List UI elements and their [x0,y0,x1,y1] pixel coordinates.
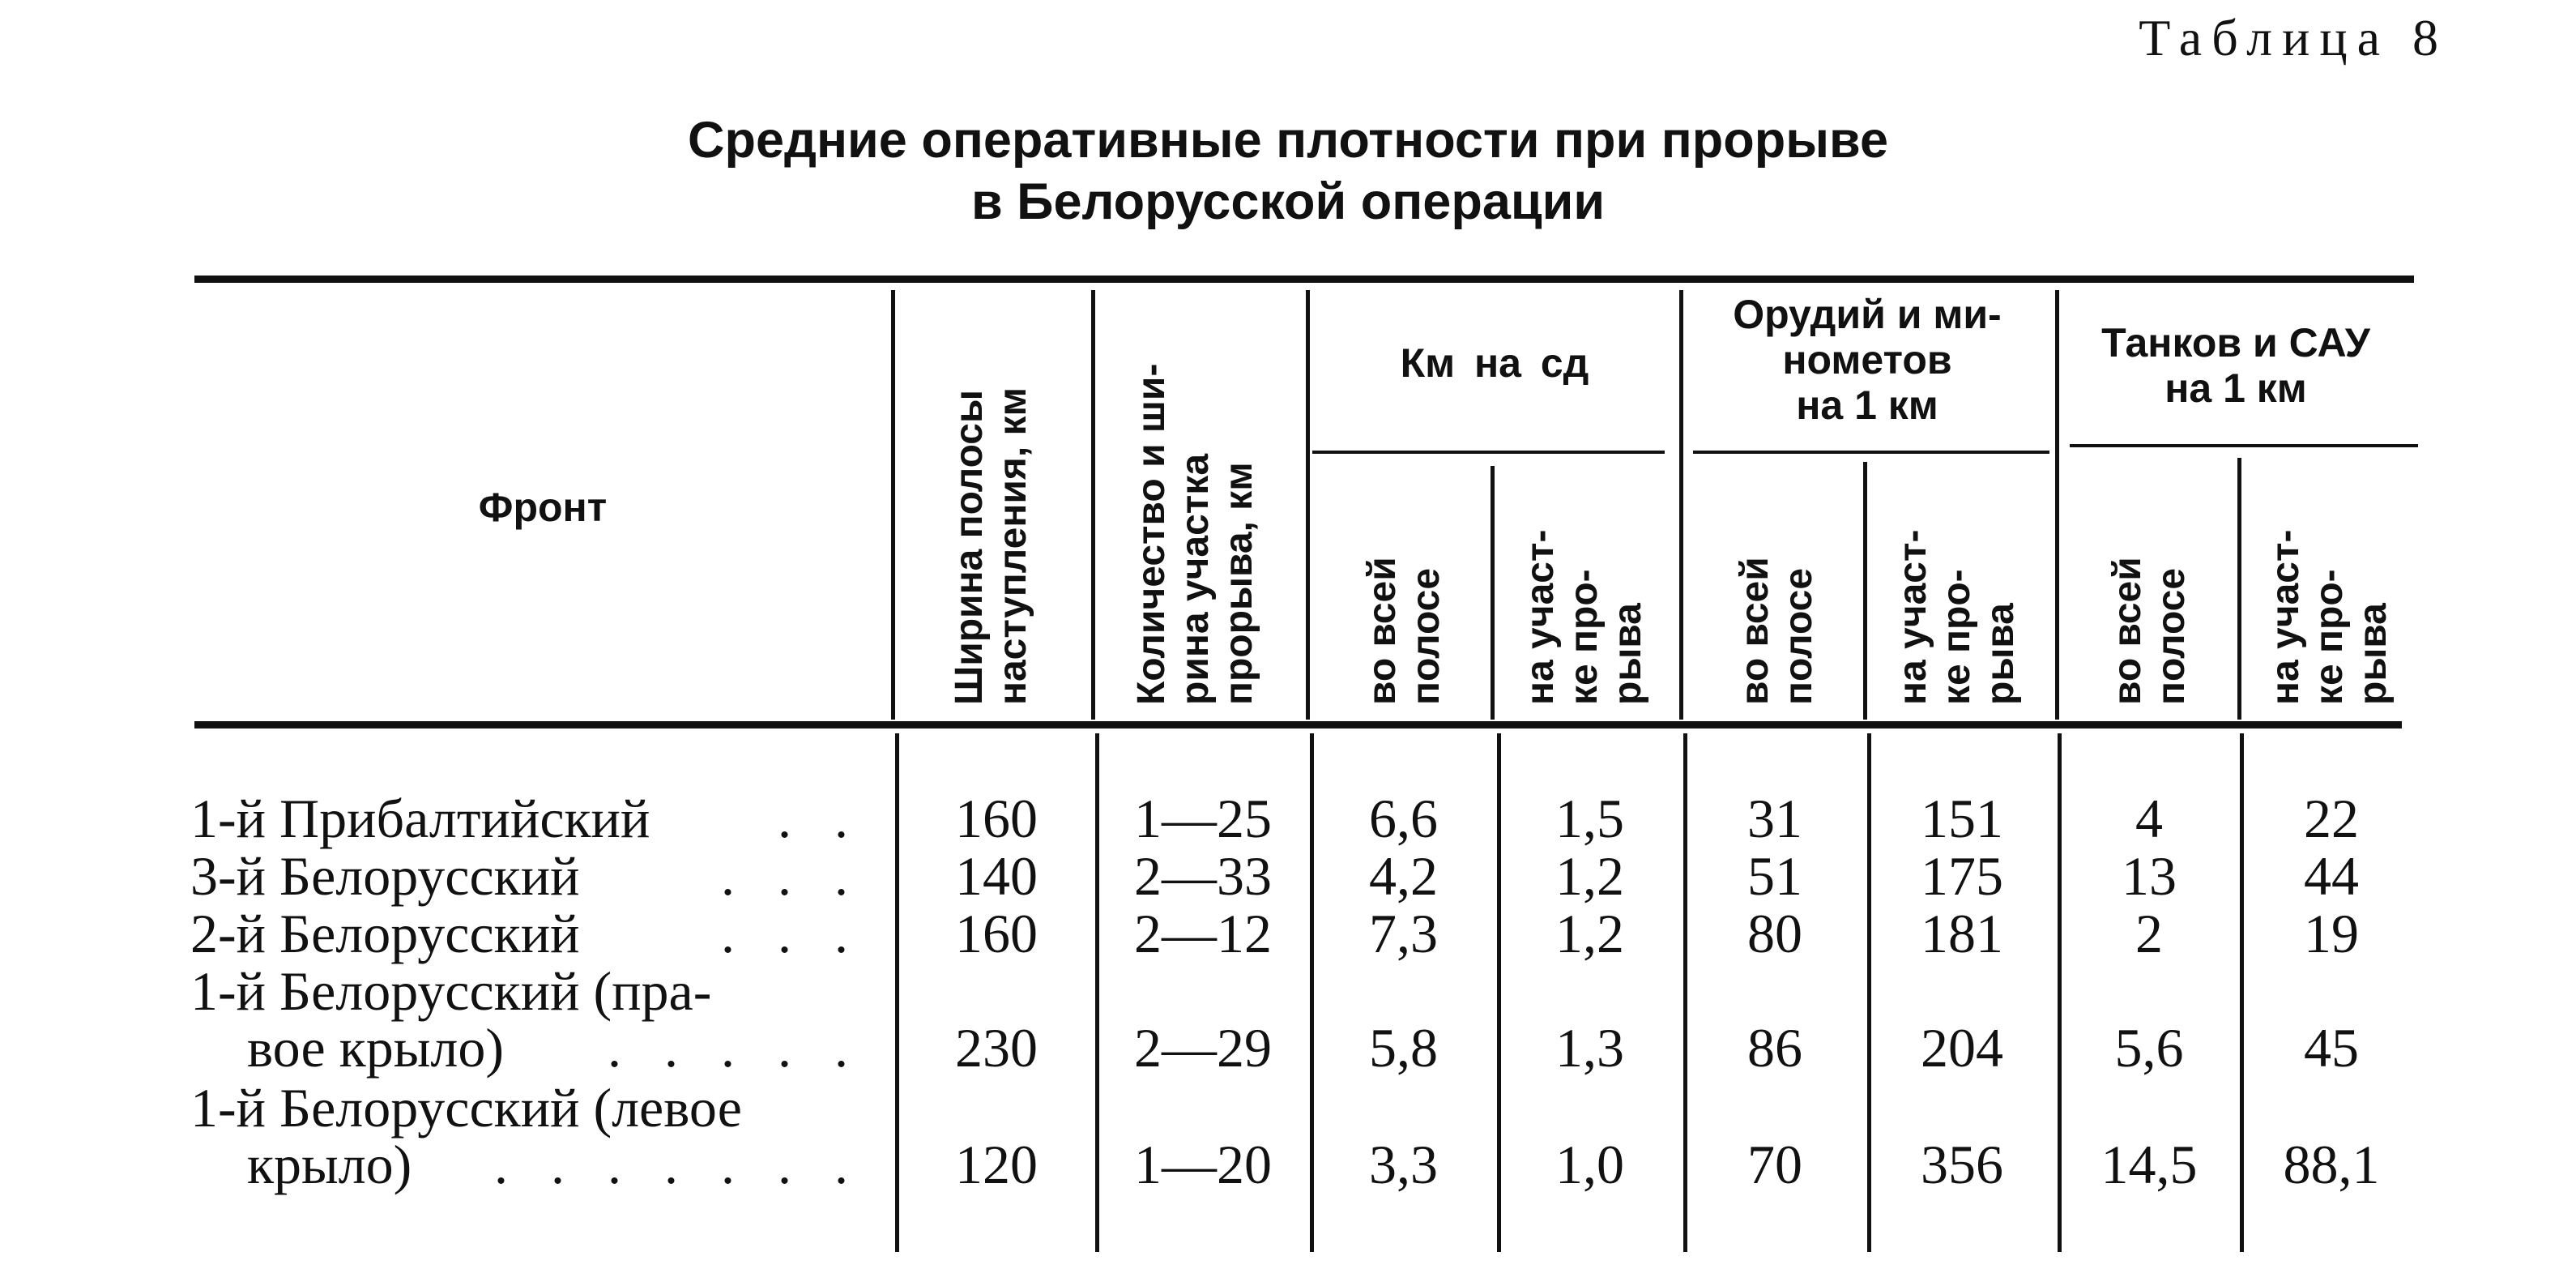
header-width: Ширина полосы наступления, км [948,387,1034,705]
cell-km-whole: 3,3 [1369,1134,1438,1195]
cell-km-whole: 5,8 [1369,1017,1438,1079]
table-row-front: 3-й Белорусский . . . [190,845,863,907]
header-guns-whole: во всей полосе [1734,557,1820,705]
header-tanks-whole: во всей полосе [2106,557,2193,705]
header-breakthrough: Количество и ши- рина участка прорыва, км [1130,363,1260,705]
km-group-rule [1312,451,1665,454]
header-divider [1091,290,1095,720]
cell-km-sector: 1,0 [1555,1134,1624,1195]
table-row-front: 1-й Белорусский (левое крыло) . . . . . . . [190,1077,863,1195]
cell-width: 160 [955,903,1038,964]
cell-km-sector: 1,2 [1555,903,1624,964]
table-title [0,109,2576,233]
cell-tanks-sector: 45 [2304,1017,2359,1079]
cell-width: 230 [955,1017,1038,1079]
cell-guns-whole: 70 [1747,1134,1802,1195]
header-guns-sector: на участ- ке про- рыва [1891,529,2022,705]
cell-guns-sector: 175 [1921,845,2003,907]
cell-tanks-sector: 88,1 [2283,1134,2380,1195]
title-line-2: в Белорусской операции [970,173,1606,230]
cell-breakthrough: 2—29 [1134,1017,1272,1079]
cell-tanks-whole: 5,6 [2114,1017,2184,1079]
cell-width: 140 [955,845,1038,907]
tanks-group-rule [2070,444,2418,447]
cell-guns-sector: 151 [1921,788,2003,849]
cell-km-whole: 6,6 [1369,788,1438,849]
header-tanks-sector: на участ- ке про- рыва [2264,529,2395,705]
cell-tanks-whole: 13 [2122,845,2177,907]
cell-breakthrough: 2—33 [1134,845,1272,907]
cell-width: 160 [955,788,1038,849]
cell-km-whole: 7,3 [1369,903,1438,964]
header-divider [891,290,895,720]
cell-guns-sector: 181 [1921,903,2003,964]
cell-width: 120 [955,1134,1038,1195]
cell-km-sector: 1,5 [1555,788,1624,849]
table-row-front: 2-й Белорусский . . . [190,903,863,964]
table-row-front: 1-й Белорусский (пра- вое крыло) . . . . . [190,960,863,1079]
cell-guns-whole: 80 [1747,903,1802,964]
header-divider [2237,458,2241,720]
cell-breakthrough: 2—12 [1134,903,1272,964]
cell-breakthrough: 1—25 [1134,788,1272,849]
cell-tanks-whole: 2 [2135,903,2163,964]
cell-tanks-sector: 19 [2304,903,2359,964]
title-line-1: Средние оперативные плотности при прорыве [688,112,1888,169]
cell-tanks-sector: 22 [2304,788,2359,849]
top-rule [194,276,2414,283]
header-km-group: Км на сд [1400,340,1589,386]
cell-tanks-whole: 14,5 [2100,1134,2198,1195]
cell-km-sector: 1,3 [1555,1017,1624,1079]
header-km-whole: во всей полосе [1361,557,1448,705]
header-bottom-rule [194,721,2402,728]
cell-breakthrough: 1—20 [1134,1134,1272,1195]
header-divider [1306,290,1310,720]
guns-group-rule [1693,451,2049,454]
cell-km-whole: 4,2 [1369,845,1438,907]
cell-tanks-whole: 4 [2135,788,2163,849]
cell-guns-sector: 204 [1921,1017,2003,1079]
cell-guns-sector: 356 [1921,1134,2003,1195]
header-guns-group: Орудий и ми- нометов на 1 км [1733,292,2002,428]
header-km-sector: на участ- ке про- рыва [1519,529,1649,705]
header-divider [1863,462,1867,720]
cell-km-sector: 1,2 [1555,845,1624,907]
cell-guns-whole: 51 [1747,845,1802,907]
cell-guns-whole: 86 [1747,1017,1802,1079]
table-row-front: 1-й Прибалтийский . . [190,788,863,849]
cell-guns-whole: 31 [1747,788,1802,849]
header-divider [1491,466,1495,720]
cell-tanks-sector: 44 [2304,845,2359,907]
header-tanks-group: Танков и САУ на 1 км [2101,320,2370,411]
header-front: Фронт [478,485,608,530]
table-number: Таблица 8 [2139,9,2448,66]
